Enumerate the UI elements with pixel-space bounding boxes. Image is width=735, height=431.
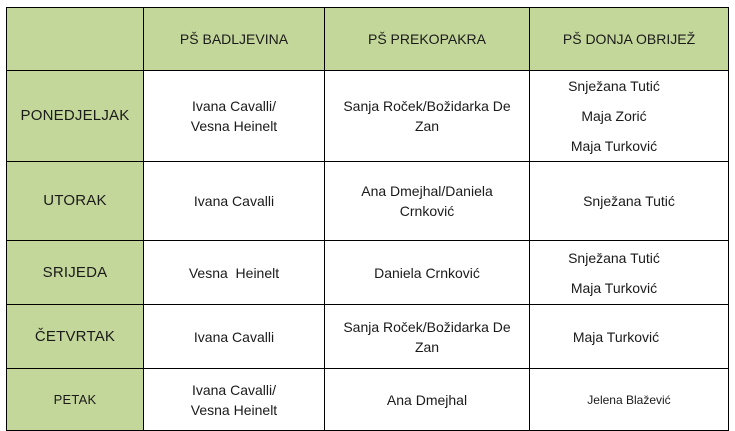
cell-badljevina: Ivana Cavalli/ Vesna Heinelt: [144, 71, 325, 162]
day-tuesday: UTORAK: [7, 162, 144, 241]
teacher-name: Snježana Tutić: [568, 78, 660, 94]
teacher-name: Snježana Tutić: [568, 249, 660, 266]
header-row: [7, 8, 729, 71]
table-row: [7, 162, 729, 241]
cell-badljevina: Vesna Heinelt: [144, 241, 325, 305]
cell-donja-obrijez: [530, 241, 729, 305]
cell-prekopakra: Daniela Crnković: [325, 241, 530, 305]
cell-donja-obrijez: Maja Turković: [530, 305, 729, 369]
cell-donja-obrijez: Jelena Blažević: [530, 369, 729, 431]
cell-prekopakra: Ana Dmejhal: [325, 369, 530, 431]
header-donja-obrijez: PŠ DONJA OBRIJEŽ: [530, 8, 729, 71]
cell-donja-obrijez: [530, 71, 729, 162]
table-row: [7, 241, 729, 305]
table-row: [7, 71, 729, 162]
header-badljevina: PŠ BADLJEVINA: [144, 8, 325, 71]
day-monday: PONEDJELJAK: [7, 71, 144, 162]
header-corner: [7, 8, 144, 71]
cell-prekopakra: Sanja Roček/Božidarka De Zan: [325, 71, 530, 162]
day-wednesday: SRIJEDA: [7, 241, 144, 305]
teacher-name: Maja Turković: [570, 138, 658, 154]
table-row: [7, 305, 729, 369]
teacher-list: [530, 243, 728, 303]
cell-prekopakra: Ana Dmejhal/Daniela Crnković: [325, 162, 530, 241]
teacher-name: Maja Turković: [570, 279, 658, 296]
teacher-list: [530, 71, 728, 161]
day-thursday: ČETVRTAK: [7, 305, 144, 369]
table-row: [7, 369, 729, 431]
cell-prekopakra: Sanja Roček/Božidarka De Zan: [325, 305, 530, 369]
day-friday: PETAK: [7, 369, 144, 431]
cell-donja-obrijez: Snježana Tutić: [530, 162, 729, 241]
teacher-name: Maja Zorić: [581, 108, 647, 124]
cell-badljevina: Ivana Cavalli: [144, 305, 325, 369]
schedule-table: [6, 7, 729, 431]
cell-badljevina: Ivana Cavalli: [144, 162, 325, 241]
cell-badljevina: Ivana Cavalli/ Vesna Heinelt: [144, 369, 325, 431]
header-prekopakra: PŠ PREKOPAKRA: [325, 8, 530, 71]
